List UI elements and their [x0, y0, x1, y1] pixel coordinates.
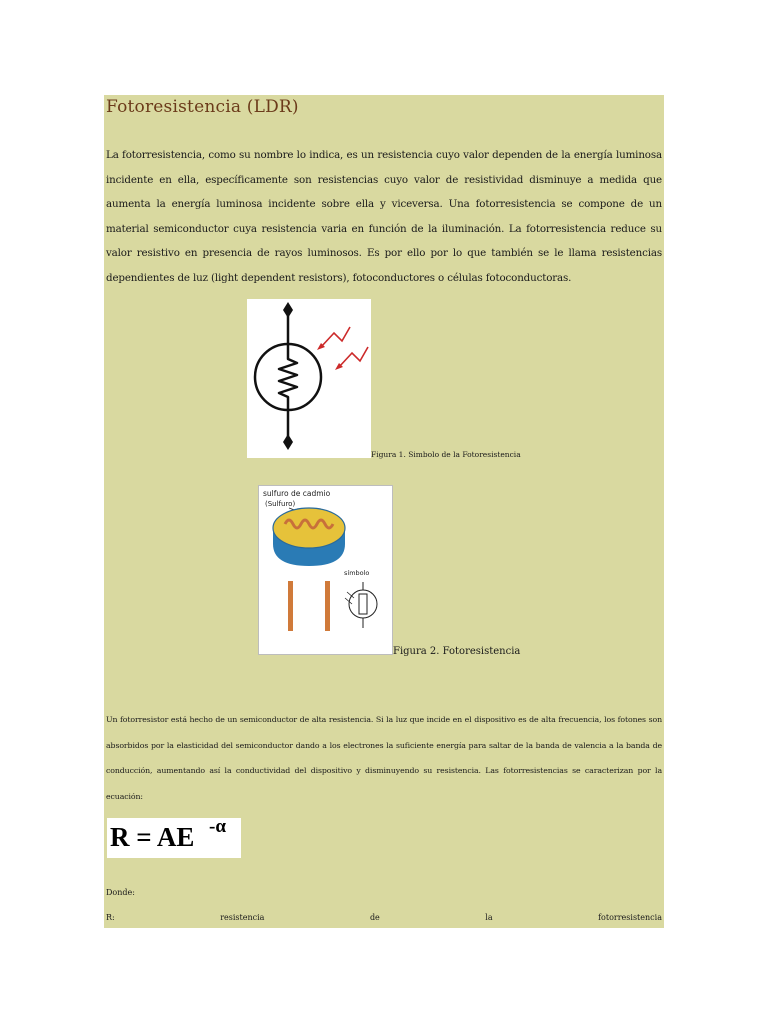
definition-word: resistencia — [220, 913, 265, 922]
figure1-caption: Figura 1. Simbolo de la Fotoresistencia — [371, 450, 521, 459]
definition-word: fotorresistencia — [598, 913, 662, 922]
document-page — [104, 95, 664, 928]
terminal-bottom-icon — [283, 434, 293, 450]
figure-ldr-photo — [258, 485, 393, 655]
svg-text:sulfuro de cadmio: sulfuro de cadmio — [263, 489, 331, 498]
figure-ldr-symbol — [247, 299, 371, 458]
ldr-symbol-drawing — [247, 299, 371, 458]
ldr-component-drawing — [259, 486, 392, 654]
equation-main: R = AE — [110, 822, 195, 852]
definition-symbol: R: — [106, 913, 115, 922]
ldr-sensor-top — [273, 508, 345, 548]
donde-label: Donde: — [106, 888, 135, 897]
page-title: Fotoresistencia (LDR) — [106, 97, 299, 117]
ldr-leg-right — [325, 581, 330, 631]
equation-exponent: -α — [209, 816, 226, 837]
definition-row — [106, 913, 662, 922]
svg-text:símbolo: símbolo — [344, 569, 370, 577]
body-paragraph: Un fotorresistor está hecho de un semiconductor de alta resistencia. Si la luz que incide en el dispositivo es de alta frecuencia, los fotones son absorbidos por la elasticidad del semiconductor dando a los electrones la suficiente energía para saltar de la banda de valencia a la banda de conducción, aumentando así la conductividad del dispositivo y disminuyendo su resistencia. Las fotorresistencias se caracterizan por la ecuación: — [106, 715, 662, 801]
light-arrow-icon — [321, 327, 350, 347]
light-arrow-icon — [339, 347, 368, 367]
figure2-caption: Figura 2. Fotoresistencia — [393, 646, 521, 657]
equation-image — [107, 818, 241, 858]
intro-paragraph: La fotorresistencia, como su nombre lo indica, es un resistencia cuyo valor dependen de la energía luminosa incidente en ella, específicamente son resistencias cuyo valor de resistividad disminuye a medida que aumenta la energía luminosa incidente sobre ella y viceversa. Una fotorresistencia se compone de un material semiconductor cuya resistencia varia en función de la iluminación. La fotorresistencia reduce su valor resistivo en presencia de rayos luminosos. Es por ello por lo que también se le llama resistencias dependientes de luz (light dependent resistors), fotoconductores o células fotoconductoras. — [106, 149, 662, 284]
definition-word: de — [369, 913, 380, 922]
svg-text:(Sulfuro): (Sulfuro) — [265, 500, 296, 508]
ldr-leg-left — [288, 581, 293, 631]
terminal-top-icon — [283, 302, 293, 318]
definition-word: la — [485, 913, 493, 922]
